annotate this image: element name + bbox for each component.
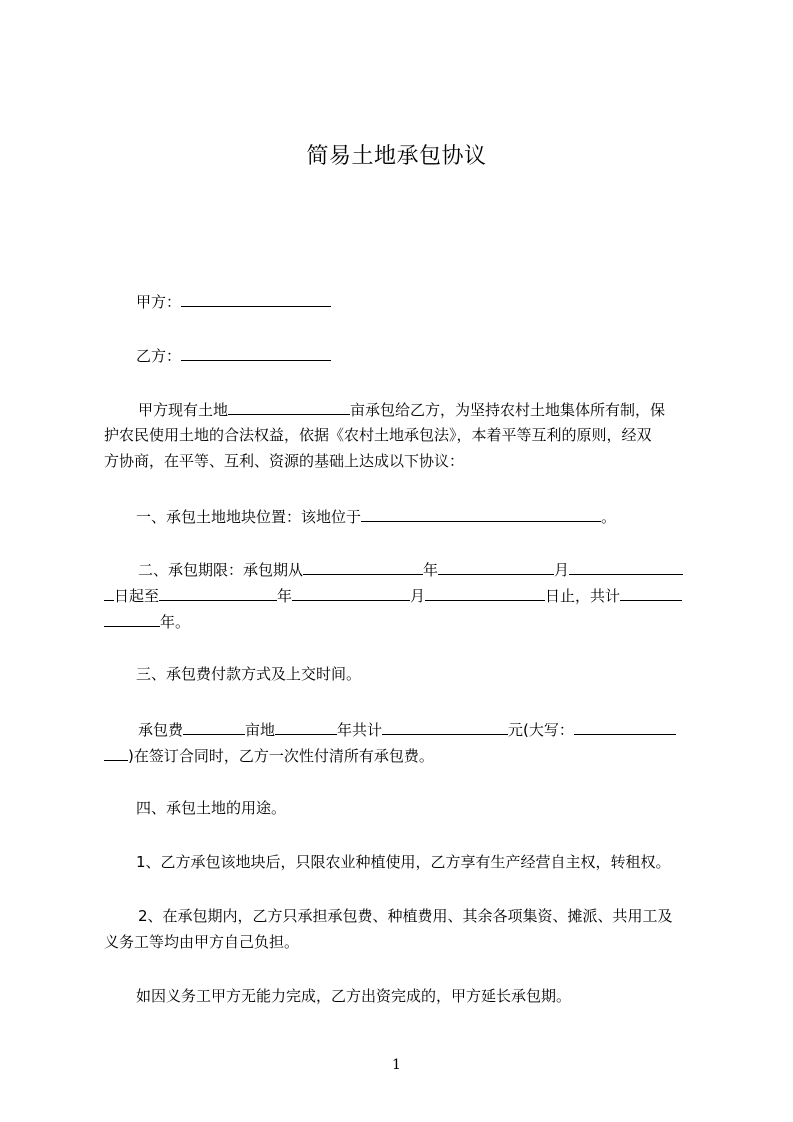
party-b-label: 乙方： xyxy=(136,347,182,365)
section-2-line-1 xyxy=(138,559,683,580)
end-month-blank xyxy=(292,585,410,601)
section-2-text: 日起至 xyxy=(114,587,160,605)
use-item-1: 1、乙方承包该地块后，只限农业种植使用，乙方享有生产经营自主权，转租权。 xyxy=(136,853,671,871)
month-label: 月 xyxy=(410,587,426,605)
party-b-line xyxy=(136,345,331,366)
year-label: 年 xyxy=(277,587,293,605)
intro-text: 亩承包给乙方，为坚持农村土地集体所有制，保 xyxy=(350,401,666,419)
page-title: 简易土地承包协议 xyxy=(306,144,487,169)
fee-words-blank-cont xyxy=(104,745,128,761)
section-2-text: 二、承包期限：承包期从 xyxy=(138,561,304,579)
fee-text: 元(大写： xyxy=(508,721,574,739)
fee-line-2 xyxy=(104,745,434,766)
section-2-line-3 xyxy=(104,611,190,632)
start-month-blank xyxy=(438,559,554,575)
land-area-blank xyxy=(228,399,350,415)
page-number: 1 xyxy=(392,1057,401,1073)
fee-total-blank xyxy=(382,719,508,735)
note-line: 如因义务工甲方无能力完成，乙方出资完成的，甲方延长承包期。 xyxy=(136,987,572,1005)
total-years-blank-cont xyxy=(104,611,160,627)
year-label: 年 xyxy=(423,561,439,579)
start-day-blank-cont xyxy=(104,585,114,601)
intro-line-2: 护农民使用土地的合法权益，依据《农村土地承包法》，本着平等互利的原则，经双 xyxy=(104,426,652,444)
fee-line-1 xyxy=(138,719,676,740)
party-a-blank xyxy=(181,291,331,307)
start-year-blank xyxy=(303,559,423,575)
fee-years-blank xyxy=(275,719,337,735)
section-2-text: 年。 xyxy=(160,613,191,631)
section-2-text: 日止，共计 xyxy=(545,587,621,605)
section-4-heading: 四、承包土地的用途。 xyxy=(136,799,287,817)
fee-text: )在签订合同时，乙方一次性付清所有承包费。 xyxy=(128,747,434,765)
section-1-line xyxy=(136,506,616,527)
party-a-line xyxy=(136,291,331,312)
party-a-label: 甲方： xyxy=(136,293,182,311)
intro-text: 甲方现有土地 xyxy=(138,401,229,419)
use-item-2-line-1: 2、在承包期内，乙方只承担承包费、种植费用、其余各项集资、摊派、共用工及 xyxy=(138,907,673,925)
fee-text: 亩地 xyxy=(245,721,276,739)
section-3-heading: 三、承包费付款方式及上交时间。 xyxy=(136,665,362,683)
fee-per-mu-blank xyxy=(183,719,245,735)
intro-line-1 xyxy=(138,399,665,420)
party-b-blank xyxy=(181,345,331,361)
end-year-blank xyxy=(159,585,277,601)
use-item-2-line-2: 义务工等均由甲方自己负担。 xyxy=(104,933,300,951)
section-2-line-2 xyxy=(104,585,682,606)
fee-words-blank xyxy=(574,719,676,735)
end-day-blank xyxy=(425,585,545,601)
section-1-end: 。 xyxy=(601,508,617,526)
section-1-text: 一、承包土地地块位置：该地位于 xyxy=(136,508,362,526)
location-blank xyxy=(361,506,601,522)
intro-line-3: 方协商，在平等、互利、资源的基础上达成以下协议： xyxy=(104,452,465,470)
month-label: 月 xyxy=(554,561,570,579)
fee-text: 承包费 xyxy=(138,721,184,739)
total-years-blank xyxy=(620,585,682,601)
fee-text: 年共计 xyxy=(337,721,383,739)
start-day-blank xyxy=(569,559,683,575)
